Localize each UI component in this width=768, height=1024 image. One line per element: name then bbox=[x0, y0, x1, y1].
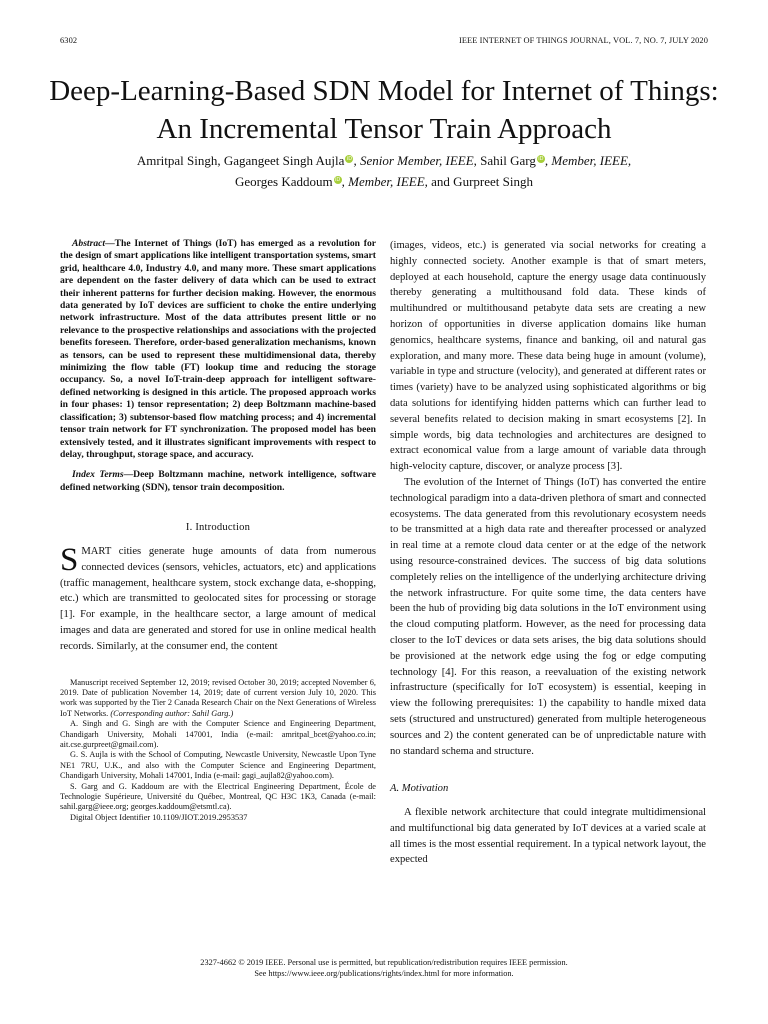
footnote-doi[interactable]: Digital Object Identifier 10.1109/JIOT.2019.2953537 bbox=[70, 812, 248, 822]
index-terms bbox=[60, 469, 376, 494]
right-column bbox=[390, 238, 706, 868]
footnote-affiliation-3: S. Garg and G. Kaddoum are with the Electrical Engineering Department, École de Technologie Supérieure, Université du Québec, Montreal, QC H3C 1K3, Canada (e-mail: sahil.garg@ieee.org; georges.kaddoum@etsmtl.ca). bbox=[60, 781, 376, 812]
footnote-manuscript-text: Manuscript received September 12, 2019; revised October 30, 2019; accepted November 6, 2019. Date of publication November 14, 2019; date of current version July 10, 2020. This work was supported by the Tier 2 Canada Research Chair on the Next Generations of Wireless IoT Networks. bbox=[60, 677, 376, 718]
intro-paragraph bbox=[60, 541, 376, 655]
author-names-1: Amritpal Singh, Gagangeet Singh Aujla bbox=[136, 153, 345, 168]
footnote-divider bbox=[60, 669, 100, 670]
author-names-3: Georges Kaddoum bbox=[235, 174, 333, 189]
intro-first-word: MART bbox=[81, 545, 112, 557]
index-terms-text: —Deep Boltzmann machine, network intelligence, software defined networking (SDN), tensor train decomposition. bbox=[60, 469, 376, 493]
body-paragraph-2: The evolution of the Internet of Things (IoT) has converted the entire technological paradigm into a data-driven plethora of smart and connected ecosystems. The data generated from this revolutionary ecosystem needs to be transmitted at a high data rate and thereafter processed or analyzed in real time at a remote cloud data center or at the edge of the network using resource-constrained devices. The success of big data solutions completely relies on the intelligence of the underlying architecture driving the network infrastructure. For quite some time, the data centers have been the hub of providing big data solutions in the IoT environment using the cloud computing platform. However, as the need for processing data closer to the IoT devices or data sets arises, the big data solutions should be provisioned at the network edge using the fog or edge computing technology [4]. For this reason, a reevaluation of the existing network infrastructure (specifically for IoT ecosystem) is essential, keeping in view the following prerequisites: 1) the capability to handle mixed data sets (structured and unstructured) generated from multiple heterogeneous sources and 2) the content generated can be of unpredictable nature with no standard schema and structure. bbox=[390, 476, 706, 757]
body-paragraph-1: (images, videos, etc.) is generated via social networks for creating a highly connected society. Another example is that of smart meters, deployed at each household, capture the energy usage data continuously thereby generating a multithousand fold data. These kinds of multihundred or multithousand petabyte data sets are creating a new horizon of opportunities in diverse application domains like human genomics, healthcare systems, finance and banking, oil and natural gas exploration, and many more. These data being huge in amount (volume), variable in type and structure (velocity), and generated at different rates or times (variety) have to be analyzed using sophisticated algorithms or big data solutions for identifying hidden patterns which can further lead to several benefits related to decision making in smart ecosystems [2]. In simple words, big data technologies and architectures are designed to extract economical value from a large amount of variable data through high-velocity capture, discover, or analyze process [3]. bbox=[390, 240, 706, 473]
copyright-line-1: 2327-4662 © 2019 IEEE. Personal use is permitted, but republication/redistribution requires IEEE permission. bbox=[200, 958, 568, 967]
drop-cap: S bbox=[60, 541, 79, 578]
orcid-icon[interactable]: iD bbox=[346, 155, 353, 162]
abstract-label: Abstract bbox=[72, 238, 106, 249]
section-heading-introduction: I. Introduction bbox=[185, 522, 251, 534]
corresponding-author: (Corresponding author: Sahil Garg.) bbox=[110, 708, 234, 718]
author-grade-1: , Senior Member, IEEE bbox=[353, 153, 474, 168]
footnote-affiliation-1: A. Singh and G. Singh are with the Computer Science and Engineering Department, Chandigarh University, Mohali 147001, India (e-mail: amritpal_bcet@yahoo.co.in; ait.cse.gurpreet@gmail.com). bbox=[60, 719, 376, 749]
orcid-icon[interactable]: iD bbox=[538, 155, 544, 162]
subsection-heading-motivation: A. Motivation bbox=[390, 783, 449, 795]
author-names-2: , Sahil Garg bbox=[473, 153, 536, 168]
orcid-icon[interactable]: iD bbox=[335, 176, 341, 183]
copyright-line-2[interactable]: See https://www.ieee.org/publications/rights/index.html for more information. bbox=[254, 969, 514, 978]
paper-title: Deep-Learning-Based SDN Model for Internet of Things: An Incremental Tensor Train Approach bbox=[49, 75, 719, 145]
index-terms-label: Index Terms bbox=[72, 469, 124, 481]
page-number: 6302 bbox=[60, 36, 78, 45]
author-grade-3: , Member, IEEE, bbox=[341, 174, 428, 189]
author-grade-2: , Member, IEEE, bbox=[544, 153, 632, 168]
author-list bbox=[50, 150, 718, 192]
author-names-4: and Gurpreet Singh bbox=[427, 174, 533, 189]
body-paragraph-3: A flexible network architecture that could integrate multidimensional and multifunctional big data generated by IoT devices at a varied scale at all times is the most essential requirement. In a typical network layout, the expected bbox=[390, 807, 706, 866]
footnote-manuscript bbox=[60, 678, 376, 720]
running-header bbox=[60, 36, 708, 48]
journal-info: IEEE INTERNET OF THINGS JOURNAL, VOL. 7, NO. 7, JULY 2020 bbox=[458, 36, 708, 45]
abstract-text: —The Internet of Things (IoT) has emerged as a revolution for the design of smart applications like intelligent transportation systems, smart grid, healthcare 4.0, Industry 4.0, and many more. These smart applications are dependent on the faster delivery of data which can be used to extract their inherent patterns for further decision making. However, the enormous data generated by IoT devices are sufficient to choke the entire underlying network infrastructure. Most of the data attributes present little or no relevance to the prospective relationships and associations with the projected benefits foreseen. Therefore, order-based generalization mechanisms, known as tensors, can be used to represent these multidimensional data, thereby minimizing the flow table (FT) lookup time and reducing the storage occupancy. So, a novel IoT-train-deep approach for intelligent software-defined networking is designed in this article. The proposed approach works in four phases: 1) tensor representation; 2) deep Boltzmann machine-based classification; 3) subtensor-based flow matching process; and 4) incremental tensor train network for FT synchronization. The proposed model has been extensively tested, and it illustrates significant improvements with respect to delay, throughput, storage space, and accuracy. bbox=[60, 238, 376, 460]
intro-text: cities generate huge amounts of data from numerous connected devices (sensors, vehicles, actuators, etc) and applications (traffic management, healthcare system, stock exchange data, e-shopping, etc.) which are transmitted to geolocated sites for processing or storage [1]. For example, in the healthcare sector, a large amount of medical images and data are generated and stored for use in online medical health records. Similarly, at the consumer end, the content bbox=[60, 545, 376, 652]
abstract bbox=[60, 238, 376, 461]
footnote-affiliation-2: G. S. Aujla is with the School of Computing, Newcastle University, Newcastle Upon Tyne NE1 7RU, U.K., and also with the Computer Science and Engineering Department, Chandigarh University, Mohali 147001, India (e-mail: gagi_aujla82@yahoo.com). bbox=[60, 750, 376, 781]
copyright-notice bbox=[60, 957, 708, 979]
left-column bbox=[60, 238, 376, 823]
